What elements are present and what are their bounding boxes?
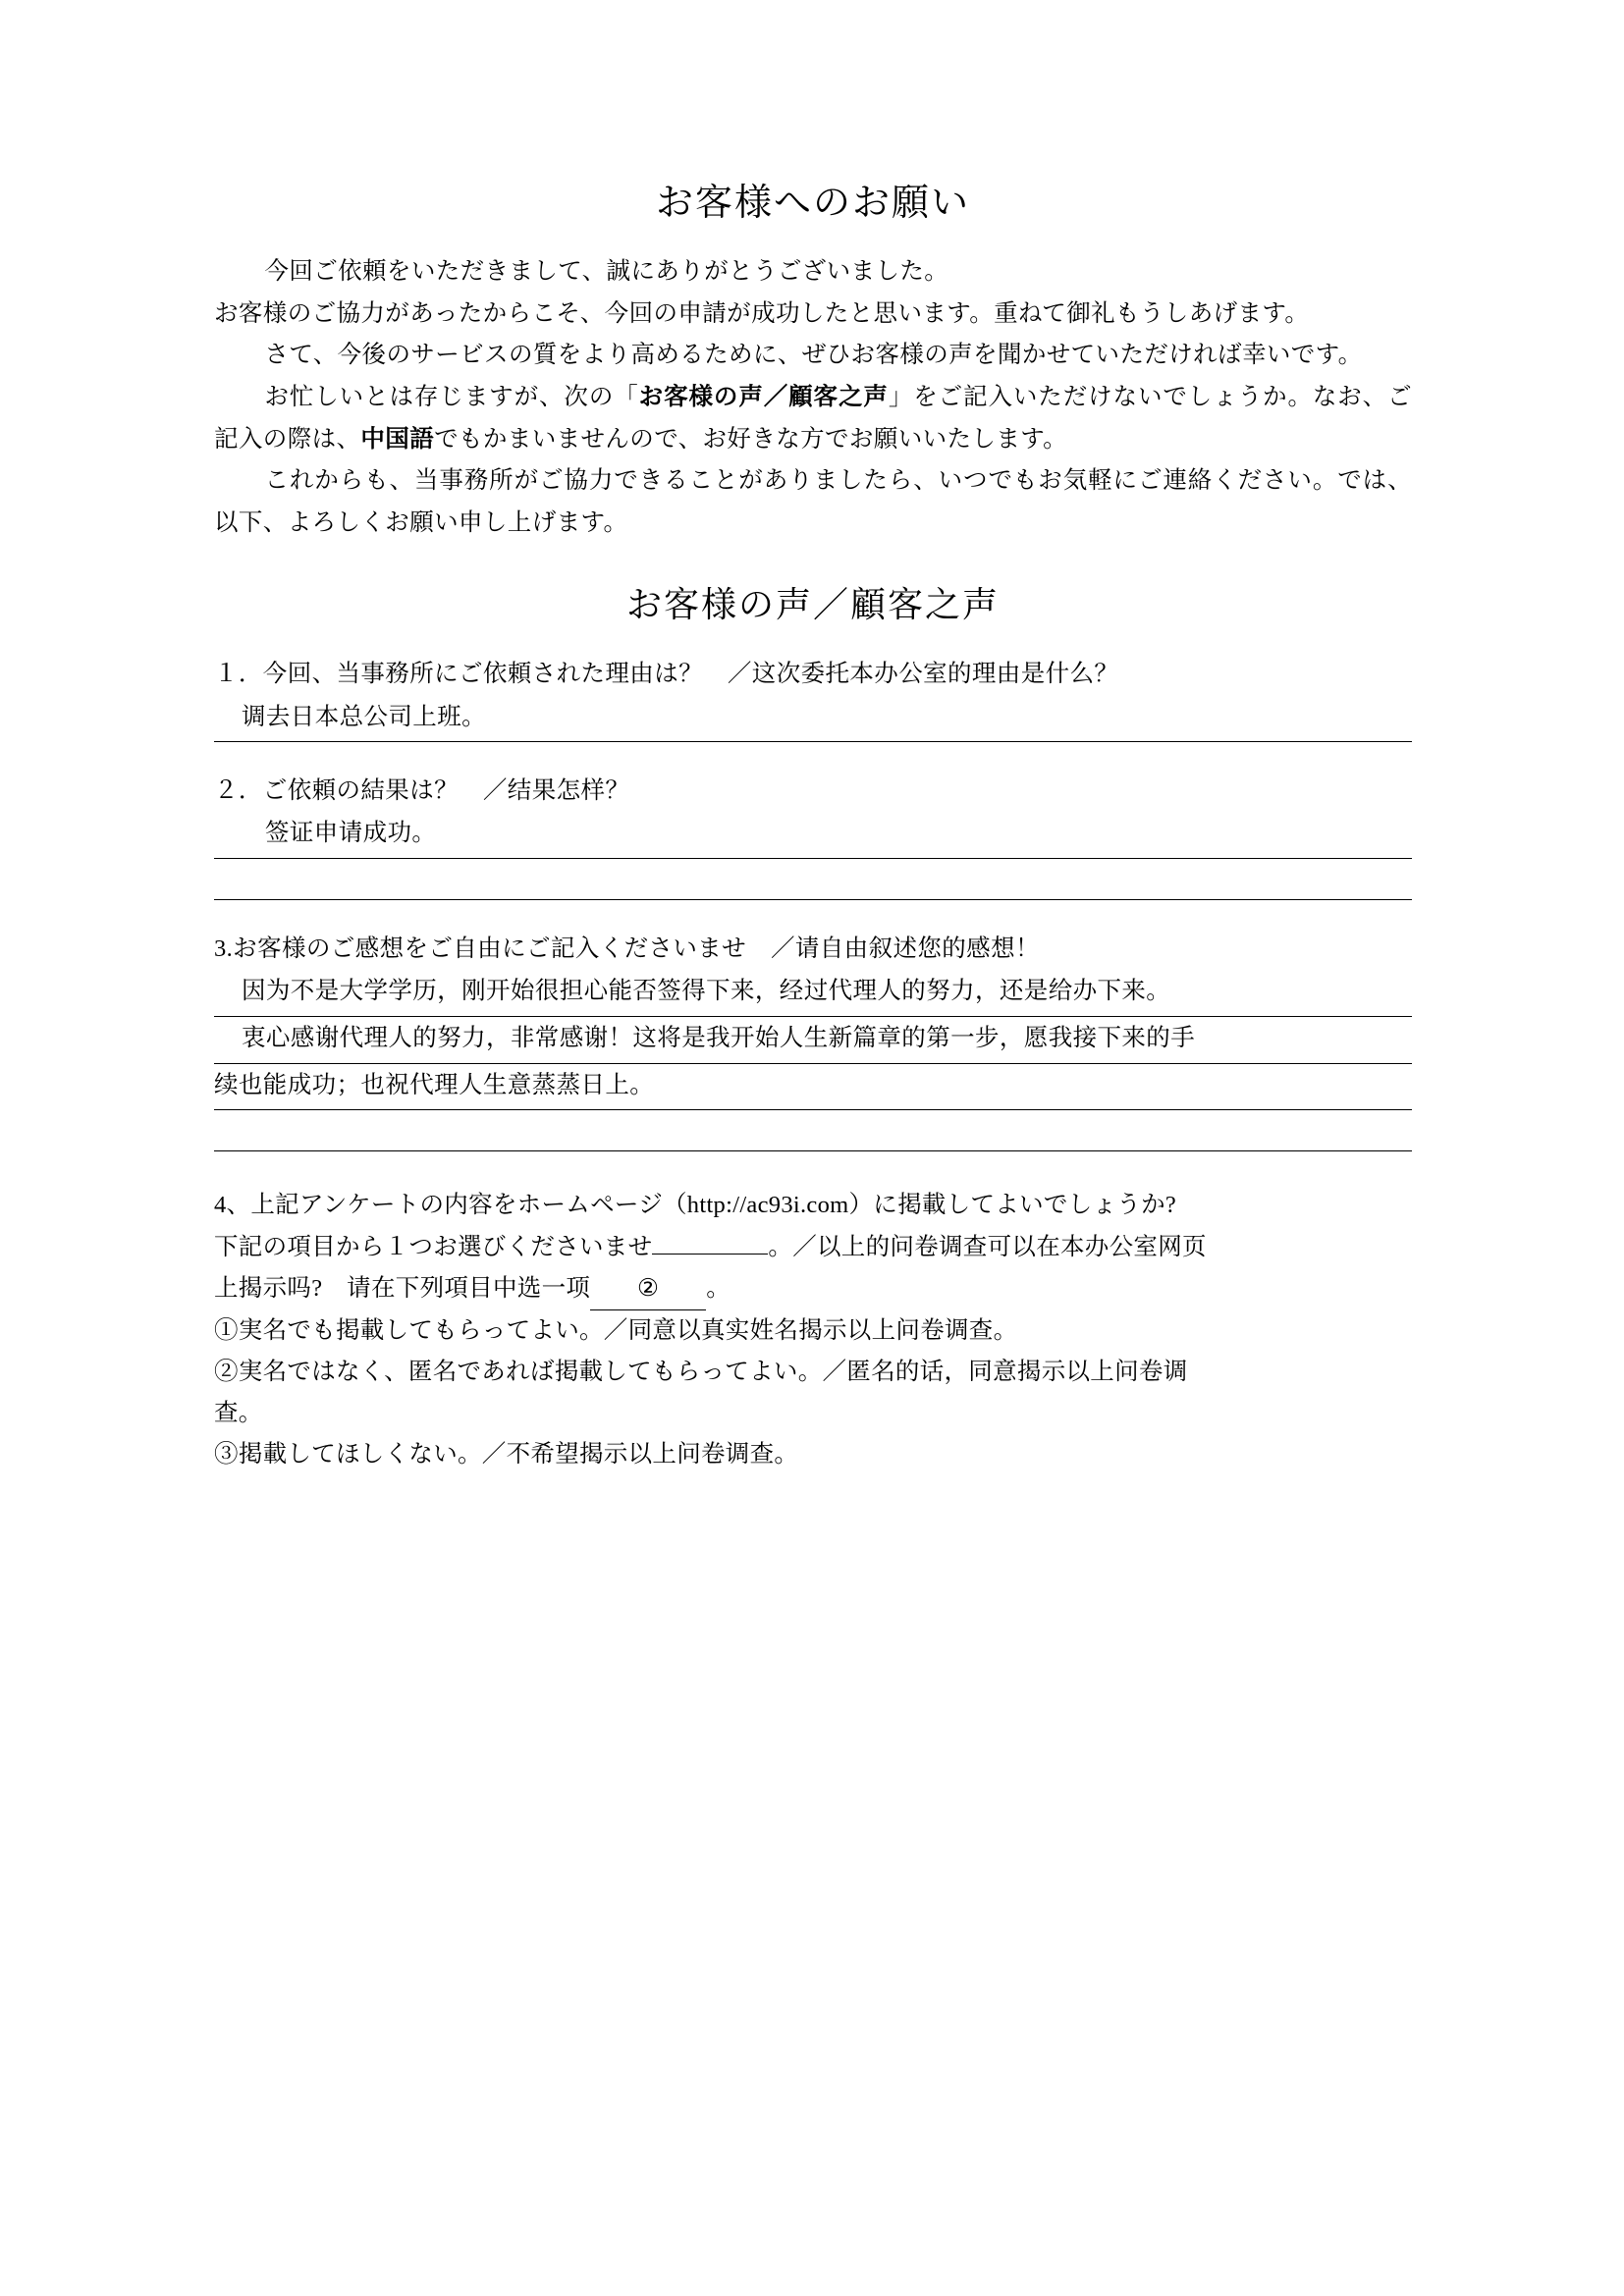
- answer-blank-empty[interactable]: [652, 1254, 768, 1255]
- section-title: お客様の声／顧客之声: [625, 585, 1000, 625]
- question-1-label: １．今回、当事務所にご依頼された理由は？ ／这次委托本办公室的理由是什么？: [214, 661, 1119, 688]
- answer-line[interactable]: [214, 859, 1412, 900]
- q4-text-f: 。: [706, 1274, 731, 1302]
- question-block-3: [214, 930, 1412, 1151]
- question-2-label: ２．ご依頼の結果は？ ／结果怎样？: [214, 777, 630, 805]
- answer-line[interactable]: 续也能成功；也祝代理人生意蒸蒸日上。: [214, 1064, 1412, 1111]
- intro-paragraph-1: 今回ご依頼をいただきまして、誠にありがとうございました。: [264, 258, 949, 285]
- answer-line[interactable]: 因为不是大学学历，刚开始很担心能否签得下来，经过代理人的努力，还是给办下来。: [214, 970, 1412, 1017]
- intro-paragraph-4: [214, 377, 1412, 460]
- intro-paragraph-2: お客様のご協力があったからこそ、今回の申請が成功したと思います。重ねて御礼もうしあげます。: [214, 299, 1310, 327]
- q4-text-c: 下記の項目から１つお選びくださいませ: [214, 1233, 653, 1260]
- option-item-2[interactable]: ②実名ではなく、匿名であれば掲載してもらってよい。／匿名的话，同意揭示以上问卷调: [214, 1358, 1188, 1385]
- answer-line[interactable]: 衷心感谢代理人的努力，非常感谢！这将是我开始人生新篇章的第一步，愿我接下来的手: [214, 1017, 1412, 1064]
- question-1-answers: [214, 696, 1412, 743]
- document-body: [214, 172, 1412, 1475]
- option-item-3[interactable]: ③掲載してほしくない。／不希望揭示以上问卷调查。: [214, 1441, 799, 1468]
- page-title: お客様へのお願い: [655, 183, 970, 224]
- question-block-1: [214, 655, 1412, 742]
- q4-text-b: ）に掲載してよいでしょうか?: [848, 1192, 1177, 1219]
- question-4-line-1: [214, 1185, 1412, 1226]
- question-block-4: [214, 1185, 1412, 1475]
- intro-p4-text-a: お忙しいとは存じますが、次の「: [264, 383, 639, 410]
- intro-paragraph-3: さて、今後のサービスの質をより高めるために、ぜひお客様の声を聞かせていただければ幸いです。: [264, 342, 1363, 369]
- question-4-line-2: [214, 1227, 1412, 1268]
- intro-p4-text-b: 」をご記入いただけないでしょうか。なお、ご記入の際は、: [214, 383, 1413, 453]
- question-block-2: [214, 772, 1412, 900]
- question-3-label: 3.お客様のご感想をご自由にご記入くださいませ ／请自由叙述您的感想！: [214, 935, 1040, 963]
- option-item-1[interactable]: ①実名でも掲載してもらってよい。／同意以真实姓名揭示以上问卷调查。: [214, 1316, 1018, 1344]
- answer-line[interactable]: [214, 1110, 1412, 1151]
- question-2-answers: [214, 812, 1412, 900]
- intro-paragraph-5: これからも、当事務所がご協力できることがありましたら、いつでもお気軽にご連絡ください。では、以下、よろしくお願い申し上げます。: [214, 467, 1412, 536]
- intro-p4-emphasis-2: 中国語: [360, 425, 435, 453]
- q4-text-d: 。／以上的问卷调查可以在本办公室网页: [768, 1233, 1207, 1260]
- answer-blank-selected[interactable]: ②: [590, 1268, 706, 1310]
- intro-p4-emphasis-1: お客様の声／顧客之声: [638, 383, 889, 410]
- q4-text-e: 上揭示吗? 请在下列項目中选一项: [214, 1274, 591, 1302]
- answer-line[interactable]: 签证申请成功。: [214, 812, 1412, 859]
- homepage-url[interactable]: http://ac93i.com: [686, 1192, 849, 1219]
- intro-p4-text-c: でもかまいませんので、お好きな方でお願いいたします。: [434, 425, 1068, 453]
- question-4-line-3: [214, 1268, 1412, 1310]
- question-3-answers: [214, 970, 1412, 1151]
- answer-line[interactable]: 调去日本总公司上班。: [214, 696, 1412, 743]
- option-item-2-cont: 查。: [214, 1400, 263, 1426]
- q4-text-a: 4、上記アンケートの内容をホームページ（: [214, 1192, 687, 1219]
